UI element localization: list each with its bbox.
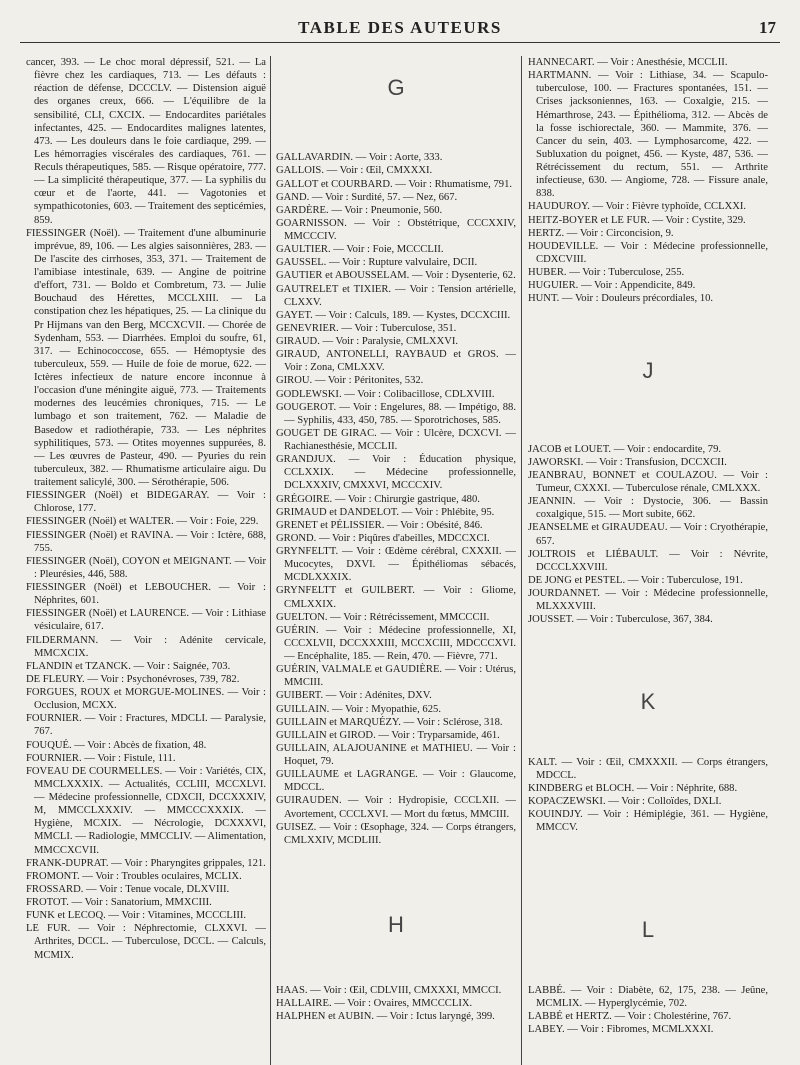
index-entry: FIESSINGER (Noël) et RAVINA. — Voir : Ictère, 688, 755. [26, 529, 266, 554]
section-k-entries [528, 756, 768, 835]
index-entry: cancer, 393. — Le choc moral dépressif, 521. — La fièvre chez les cardiaques, 713. — Les défauts : réaction de défense, DCCCLV. — Distension aiguë des organes creux, 666. — L'équilibre de la sensibilité, CLI, CXCIX. — Endocardites pariétales infectantes, 425. — Endocardites malignes latentes, 473. — Les douleurs dans le foie cardiaque, 299. — Les hémorragies viscérales des cardiaques, 761. — Reculs thérapeutiques, 585. — Risque opératoire, 777. — La simplicité thérapeutique, 377. — La syphilis du cœur et de l'aorte, 441. — Vagotonies et sympathicotonies, 603. — Traitement des septicémies, 859. [26, 57, 266, 226]
index-entry: FIESSINGER (Noël). — Traitement d'une albuminurie imprévue, 89, 106. — Les algies saisonnières, 283. — De l'ascite des cirrhoses, 353, 371. — Traitement de l'amibiase intestinale, 639. — Angine de poitrine d'effort, 731. — Boldo et Combretum, 73. — Julie Bouchaud des Hérettes, MCCLXIII. — La constipation chez les hépatiques, 25. — La clinique du Pr Hijmans van den Berg, MCCXCVII. — Chorée de Sydenham, 553. — Diarrhées. Emploi du soufre, 61, 317. — Echinococcose, 655. — Hémoptysie des tuberculeux, 559. — Huile de foie de morue, 622. — Ictères infectieux de nature encore inconnue à l'occasion d'une méningite aiguë, 773. — Traitements modernes des leucémies chroniques, 715. — Le lumbago et son traitement, 762. — Maladie de Basedow et radiothérapie, 733. — Les néphrites syphilitiques, 573. — Otites moyennes suppurées, 8. — Les œuvres de Pasteur, 490. — Pyuries du rein tuberculeux, 382. — Rhumatisme articulaire aigu. Du traitement salicylé, 300. — Sérothérapie, 506. [26, 227, 266, 488]
index-entry: FIESSINGER (Noël) et WALTER. — Voir : Foie, 229. [26, 516, 259, 528]
index-entry: FROSSARD. — Voir : Tenue vocale, DLXVIII. [26, 883, 230, 895]
index-entry: GODLEWSKI. — Voir : Colibacillose, CDLXVIII. [276, 388, 495, 400]
index-entry: JACOB et LOUET. — Voir : endocardite, 79. [528, 443, 722, 455]
section-letter-k: K [640, 689, 656, 715]
index-entry: DE JONG et PESTEL. — Voir : Tuberculose, 191. [528, 574, 743, 586]
index-entry: JOURDANNET. — Voir : Médecine professionnelle, MLXXXVIII. [528, 588, 768, 613]
index-entry: LABBÉ. — Voir : Diabète, 62, 175, 238. — Jeûne, MCMLIX. — Hyperglycémie, 702. [528, 984, 768, 1009]
section-letter-g: G [387, 75, 405, 100]
index-entry: HAAS. — Voir : Œil, CDLVIII, CMXXXI, MMCCI. [276, 985, 502, 997]
index-entry: GRÉGOIRE. — Voir : Chirurgie gastrique, 480. [276, 493, 480, 505]
index-entry: GIROU. — Voir : Péritonites, 532. [276, 375, 424, 387]
index-entry: FROTOT. — Voir : Sanatorium, MMXCIII. [26, 897, 212, 908]
column-divider-1 [270, 56, 271, 1065]
index-entry: GALLOIS. — Voir : Œil, CMXXXI. [276, 165, 433, 177]
index-entry: GAUTRELET et TIXIER. — Voir : Tension artérielle, CLXXV. [276, 283, 516, 308]
index-entry: GROND. — Voir : Piqûres d'abeilles, MDCCXCI. [276, 532, 490, 544]
section-h-cont-entries [528, 56, 768, 305]
index-entry: GUILLAIN, ALAJOUANINE et MATHIEU. — Voir : Hoquet, 79. [276, 742, 516, 768]
index-entry: HARTMANN. — Voir : Lithiase, 34. — Scapulo-tuberculose, 100. — Fractures spontanées, 151. — Crises jacksoniennes, 163. — Coxalgie, 215. — Hémarthrose, 243. — Épithélioma, 312. — Abcès de la fosse ischiorectale, 360. — Mammite, 376. — Cancer du sein, 403. — Lymphosarcome, 422. — Subluxation du poignet, 456. — Kyste, 487, 536. — Rétrécissement du rectum, 551. — Arthrite infectieuse, 630. — Angiome, 728. — Fissure anale, 838. [528, 70, 768, 200]
index-entry: HUBER. — Voir : Tuberculose, 255. [528, 267, 685, 278]
index-entry: GRIMAUD et DANDELOT. — Voir : Phlébite, 95. [276, 506, 495, 518]
index-entry: GAUTIER et ABOUSSELAM. — Voir : Dysenterie, 62. [276, 270, 516, 282]
index-entry: GOUGET DE GIRAC. — Voir : Ulcère, DCXCVI. — Rachianesthésie, MCCLII. [276, 427, 516, 453]
column-2 [276, 56, 516, 1024]
index-entry: FIESSINGER (Noël), COYON et MEIGNANT. — Voir : Pleurésies, 446, 588. [26, 555, 266, 580]
index-entry: HEITZ-BOYER et LE FUR. — Voir : Cystite, 329. [528, 214, 746, 226]
index-entry: GAND. — Voir : Surdité, 57. — Nez, 667. [276, 191, 458, 203]
section-l-entries [528, 984, 768, 1037]
index-entry: KOUINDJY. — Voir : Hémiplégie, 361. — Hygiène, MMCCV. [528, 809, 768, 834]
index-entry: FOURNIER. — Voir : Fractures, MDCLI. — Paralysie, 767. [26, 713, 266, 738]
column-divider-2 [521, 56, 522, 1065]
index-entry: GUIBERT. — Voir : Adénites, DXV. [276, 690, 432, 702]
section-j-entries [528, 443, 768, 627]
index-entry: FLANDIN et TZANCK. — Voir : Saignée, 703. [26, 660, 231, 672]
page-header [20, 18, 780, 43]
index-entry: HALLAIRE. — Voir : Ovaires, MMCCCLIX. [276, 998, 473, 1010]
index-entry: LE FUR. — Voir : Néphrectomie, CLXXVI. — Arthrites, DCCL. — Tuberculose, DCCL. — Calculs, MCMIX. [26, 923, 266, 961]
index-entry: LABEY. — Voir : Fibromes, MCMLXXXI. [528, 1024, 714, 1036]
index-entry: GUELTON. — Voir : Rétrécissement, MMCCCII. [276, 611, 490, 623]
index-entry: GUILLAUME et LAGRANGE. — Voir : Glaucome, MDCCL. [276, 769, 516, 794]
index-entry: GUISEZ. — Voir : Œsophage, 324. — Corps étrangers, CMLXXIV, MCDLIII. [276, 821, 516, 846]
index-entry: GENEVRIER. — Voir : Tuberculose, 351. [276, 322, 457, 334]
index-entry: FRANK-DUPRAT. — Voir : Pharyngites grippales, 121. [26, 857, 266, 869]
index-entry: KINDBERG et BLOCH. — Voir : Néphrite, 688. [528, 782, 738, 794]
index-entry: GAULTIER. — Voir : Foie, MCCCLII. [276, 244, 444, 256]
index-entry: GRENET et PÉLISSIER. — Voir : Obésité, 846. [276, 519, 483, 531]
index-entry: GIRAUD, ANTONELLI, RAYBAUD et GROS. — Voir : Zona, CMLXXV. [276, 349, 516, 374]
index-entry: HANNECART. — Voir : Anesthésie, MCCLII. [528, 57, 728, 68]
index-entry: KOPACZEWSKI. — Voir : Colloïdes, DXLI. [528, 796, 722, 808]
index-entry: JEANBRAU, BONNET et COULAZOU. — Voir : Tumeur, CXXXI. — Tuberculose rénale, CMLXXX. [528, 469, 768, 495]
index-entry: GUIRAUDEN. — Voir : Hydropisie, CCCLXII. — Avortement, CCCLXVI. — Mort du fœtus, MMCIII. [276, 795, 516, 820]
section-letter-j: J [642, 358, 654, 384]
index-entry: GUÉRIN. — Voir : Médecine professionnelle, XI, CCCXLVII, DCCXXXIII, MCCXCIII, MDCCCXVI. — Encéphalite, 185. — Rein, 470. — Fièvre, 771. [276, 624, 516, 663]
index-entry: JOLTROIS et LIÉBAULT. — Voir : Névrite, DCCCLXXVIII. [528, 548, 768, 573]
index-entry: GALLOT et COURBARD. — Voir : Rhumatisme, 791. [276, 178, 513, 190]
section-g-entries [276, 151, 516, 847]
index-entry: GUILLAIN et MARQUÉZY. — Voir : Sclérose, 318. [276, 716, 503, 728]
index-entry: GAUSSEL. — Voir : Rupture valvulaire, DCII. [276, 257, 478, 269]
index-entry: GAYET. — Voir : Calculs, 189. — Kystes, DCCXCIII. [276, 309, 511, 321]
index-entry: HAUDUROY. — Voir : Fièvre typhoïde, CCLXXI. [528, 201, 747, 213]
column-3 [528, 56, 768, 1036]
section-letter-l: L [641, 917, 655, 943]
index-entry: FILDERMANN. — Voir : Adénite cervicale, MMCXCIX. [26, 634, 266, 659]
index-entry: FIESSINGER (Noël) et BIDEGARAY. — Voir : Chlorose, 177. [26, 490, 266, 515]
index-entry: FIESSINGER (Noël) et LEBOUCHER. — Voir : Néphrites, 601. [26, 582, 266, 607]
index-entry: DE FLEURY. — Voir : Psychonévroses, 739, 782. [26, 673, 240, 685]
section-letter-h: H [388, 911, 404, 937]
index-entry: FUNK et LECOQ. — Voir : Vitamines, MCCCLIII. [26, 910, 247, 922]
index-entry: GRYNFELTT et GUILBERT. — Voir : Gliome, CMLXXIX. [276, 585, 516, 610]
index-entry: HUNT. — Voir : Douleurs précordiales, 10. [528, 293, 714, 305]
index-entry: GRYNFELTT. — Voir : Œdème cérébral, CXXXII. — Mucocytes, DXVI. — Épithéliomas sébacés, MCDLXXXIX. [276, 546, 516, 584]
index-entry: HERTZ. — Voir : Circoncision, 9. [528, 227, 674, 239]
index-entry: FOVEAU DE COURMELLES. — Voir : Variétés, CIX, MMCLXXXIX. — Actualités, CCLIII, MCCXLVI. — Médecine professionnelle, CDXCII, DCCXXXIV, M, MMCCLXXXIV. — MMCCCXXXIX. — Hygiène, MCXIX. — Nécrologie, DCXXXVI, MMCLI. — Radiologie, MMCCLIV. — Alimentation, MMCCXCVII. [26, 765, 266, 856]
page-number: 17 [759, 18, 776, 37]
index-entry: HALPHEN et AUBIN. — Voir : Ictus laryngé, 399. [276, 1011, 495, 1023]
index-entry: GIRAUD. — Voir : Paralysie, CMLXXVI. [276, 336, 459, 348]
index-entry: JAWORSKI. — Voir : Transfusion, DCCXCII. [528, 456, 727, 468]
index-entry: GALLAVARDIN. — Voir : Aorte, 333. [276, 152, 443, 164]
page-title: TABLE DES AUTEURS [298, 18, 502, 37]
index-entry: JOUSSET. — Voir : Tuberculose, 367, 384. [528, 614, 713, 626]
index-entry: LABBÉ et HERTZ. — Voir : Cholestérine, 767. [528, 1010, 732, 1022]
index-entry: GRANDJUX. — Voir : Éducation physique, CCLXXIX. — Médecine professionnelle, DCLXXXIV, CMXXVI, MCCCXIV. [276, 454, 516, 492]
index-entry: FROMONT. — Voir : Troubles oculaires, MCLIX. [26, 870, 242, 882]
index-entry: HOUDEVILLE. — Voir : Médecine professionnelle, CDXCVIII. [528, 240, 768, 265]
index-entry: GUILLAIN et GIROD. — Voir : Tryparsamide, 461. [276, 729, 500, 741]
index-entry: FOUQUÉ. — Voir : Abcès de fixation, 48. [26, 739, 207, 751]
index-entry: GUÉRIN, VALMALE et GAUDIÈRE. — Voir : Utérus, MMCIII. [276, 664, 516, 689]
column-1 [26, 56, 266, 962]
index-entry: GUILLAIN. — Voir : Myopathie, 625. [276, 703, 441, 715]
index-entry: FIESSINGER (Noël) et LAURENCE. — Voir : Lithiase vésiculaire, 617. [26, 608, 266, 633]
index-entry: JEANSELME et GIRAUDEAU. — Voir : Cryothérapie, 657. [528, 522, 768, 547]
index-entry: KALT. — Voir : Œil, CMXXXII. — Corps étrangers, MDCCL. [528, 756, 768, 781]
index-entry: FORGUES, ROUX et MORGUE-MOLINES. — Voir : Occlusion, MCXX. [26, 687, 266, 712]
index-entry: HUGUIER. — Voir : Appendicite, 849. [528, 280, 696, 292]
index-entry: GOUGEROT. — Voir : Engelures, 88. — Impétigo, 88. — Syphilis, 433, 450, 785. — Sporotrichoses, 585. [276, 401, 516, 426]
index-entry: FOURNIER. — Voir : Fistule, 111. [26, 752, 176, 764]
index-entry: GOARNISSON. — Voir : Obstétrique, CCCXXIV, MMCCCIV. [276, 217, 516, 243]
index-entry: GARDÈRE. — Voir : Pneumonie, 560. [276, 204, 443, 216]
section-h-entries [276, 984, 516, 1023]
index-entry: JEANNIN. — Voir : Dystocie, 306. — Bassin coxalgique, 515. — Mort subite, 662. [528, 496, 768, 521]
